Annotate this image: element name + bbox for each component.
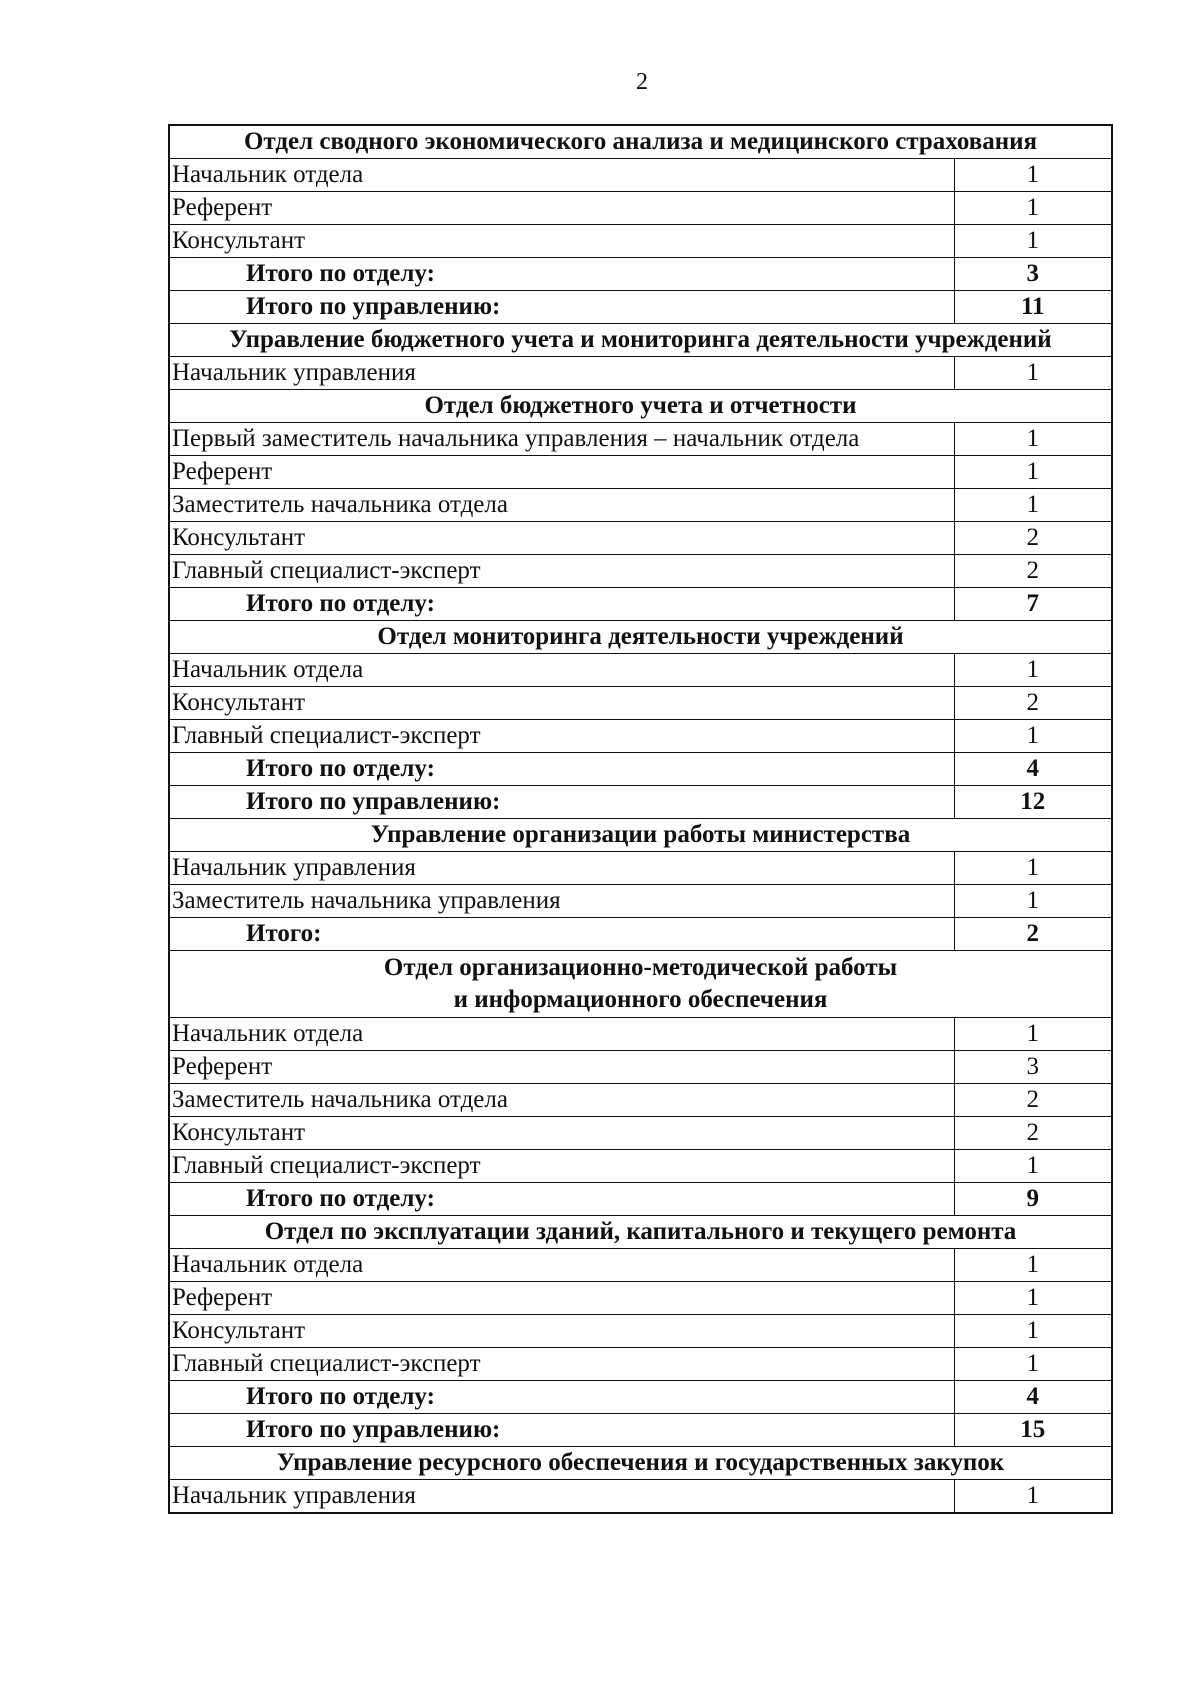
total-count: 12	[954, 786, 1112, 819]
position-title: Референт	[169, 456, 954, 489]
position-row	[169, 357, 1112, 390]
position-count: 1	[954, 357, 1112, 390]
section-title-line: Отдел организационно-методической работы	[383, 954, 898, 981]
position-row	[169, 159, 1112, 192]
position-count: 1	[954, 456, 1112, 489]
section-header-row	[169, 1447, 1112, 1480]
position-title: Заместитель начальника управления	[169, 885, 954, 918]
position-count: 2	[954, 1117, 1112, 1150]
position-row	[169, 654, 1112, 687]
position-row	[169, 885, 1112, 918]
position-row	[169, 1018, 1112, 1051]
total-row	[169, 1183, 1112, 1216]
total-count: 3	[954, 258, 1112, 291]
position-count: 1	[954, 654, 1112, 687]
position-count: 1	[954, 489, 1112, 522]
position-title: Консультант	[169, 225, 954, 258]
total-row	[169, 258, 1112, 291]
position-row	[169, 720, 1112, 753]
total-count: 15	[954, 1414, 1112, 1447]
position-row	[169, 225, 1112, 258]
section-title: Отдел сводного экономического анализа и медицинского страхования	[169, 125, 1112, 159]
total-count: 9	[954, 1183, 1112, 1216]
section-title: Отдел бюджетного учета и отчетности	[169, 390, 1112, 423]
position-row	[169, 1249, 1112, 1282]
total-label: Итого по отделу:	[169, 258, 954, 291]
section-header-row	[169, 819, 1112, 852]
total-count: 4	[954, 1381, 1112, 1414]
position-title: Начальник управления	[169, 852, 954, 885]
total-row	[169, 918, 1112, 951]
position-row	[169, 1150, 1112, 1183]
position-row	[169, 687, 1112, 720]
position-row	[169, 192, 1112, 225]
position-count: 3	[954, 1051, 1112, 1084]
section-title: Отдел по эксплуатации зданий, капитального и текущего ремонта	[169, 1216, 1112, 1249]
staffing-table	[168, 124, 1113, 1514]
total-row	[169, 1381, 1112, 1414]
position-count: 1	[954, 1348, 1112, 1381]
position-count: 1	[954, 1150, 1112, 1183]
position-count: 2	[954, 555, 1112, 588]
section-header-row	[169, 951, 1112, 1018]
total-row	[169, 588, 1112, 621]
position-row	[169, 1315, 1112, 1348]
position-row	[169, 1282, 1112, 1315]
staffing-table-container	[168, 124, 1111, 1514]
position-title: Консультант	[169, 687, 954, 720]
total-label: Итого по отделу:	[169, 753, 954, 786]
position-title: Главный специалист-эксперт	[169, 1150, 954, 1183]
section-title: Управление бюджетного учета и мониторинга деятельности учреждений	[169, 324, 1112, 357]
total-count: 11	[954, 291, 1112, 324]
position-count: 2	[954, 522, 1112, 555]
position-count: 1	[954, 192, 1112, 225]
position-count: 1	[954, 1018, 1112, 1051]
section-title: Управление организации работы министерства	[169, 819, 1112, 852]
section-header-row	[169, 324, 1112, 357]
position-row	[169, 423, 1112, 456]
position-title: Консультант	[169, 522, 954, 555]
section-title	[169, 951, 1112, 1018]
position-title: Референт	[169, 192, 954, 225]
position-count: 1	[954, 885, 1112, 918]
position-count: 1	[954, 225, 1112, 258]
position-title: Консультант	[169, 1315, 954, 1348]
staffing-table-body	[169, 125, 1112, 1513]
position-row	[169, 1051, 1112, 1084]
position-row	[169, 1480, 1112, 1514]
position-title: Начальник отдела	[169, 1249, 954, 1282]
total-label: Итого по отделу:	[169, 1183, 954, 1216]
total-row	[169, 291, 1112, 324]
section-header-row	[169, 125, 1112, 159]
position-count: 1	[954, 1315, 1112, 1348]
total-label: Итого по управлению:	[169, 786, 954, 819]
position-count: 1	[954, 1282, 1112, 1315]
position-title: Главный специалист-эксперт	[169, 1348, 954, 1381]
position-title: Начальник отдела	[169, 159, 954, 192]
total-label: Итого по управлению:	[169, 291, 954, 324]
total-count: 2	[954, 918, 1112, 951]
section-title: Управление ресурсного обеспечения и государственных закупок	[169, 1447, 1112, 1480]
position-count: 2	[954, 1084, 1112, 1117]
position-title: Заместитель начальника отдела	[169, 489, 954, 522]
position-row	[169, 522, 1112, 555]
position-row	[169, 456, 1112, 489]
position-title: Референт	[169, 1051, 954, 1084]
position-row	[169, 555, 1112, 588]
position-title: Главный специалист-эксперт	[169, 720, 954, 753]
total-label: Итого по отделу:	[169, 1381, 954, 1414]
total-row	[169, 753, 1112, 786]
section-title: Отдел мониторинга деятельности учреждений	[169, 621, 1112, 654]
position-title: Начальник отдела	[169, 1018, 954, 1051]
position-row	[169, 1117, 1112, 1150]
section-title-line: и информационного обеспечения	[453, 986, 828, 1013]
position-title: Начальник управления	[169, 357, 954, 390]
section-header-row	[169, 1216, 1112, 1249]
position-row	[169, 1084, 1112, 1117]
position-title: Заместитель начальника отдела	[169, 1084, 954, 1117]
total-count: 4	[954, 753, 1112, 786]
section-header-row	[169, 390, 1112, 423]
position-title: Начальник отдела	[169, 654, 954, 687]
position-title: Первый заместитель начальника управления – начальник отдела	[169, 423, 954, 456]
position-count: 1	[954, 159, 1112, 192]
total-row	[169, 1414, 1112, 1447]
total-label: Итого по отделу:	[169, 588, 954, 621]
total-row	[169, 786, 1112, 819]
position-count: 1	[954, 852, 1112, 885]
position-count: 1	[954, 1249, 1112, 1282]
total-count: 7	[954, 588, 1112, 621]
position-title: Начальник управления	[169, 1480, 954, 1514]
position-title: Референт	[169, 1282, 954, 1315]
position-row	[169, 1348, 1112, 1381]
position-title: Консультант	[169, 1117, 954, 1150]
page-number: 2	[636, 69, 648, 95]
position-count: 1	[954, 423, 1112, 456]
total-label: Итого:	[169, 918, 954, 951]
position-count: 1	[954, 1480, 1112, 1514]
position-count: 1	[954, 720, 1112, 753]
total-label: Итого по управлению:	[169, 1414, 954, 1447]
section-header-row	[169, 621, 1112, 654]
position-title: Главный специалист-эксперт	[169, 555, 954, 588]
position-row	[169, 489, 1112, 522]
position-count: 2	[954, 687, 1112, 720]
position-row	[169, 852, 1112, 885]
